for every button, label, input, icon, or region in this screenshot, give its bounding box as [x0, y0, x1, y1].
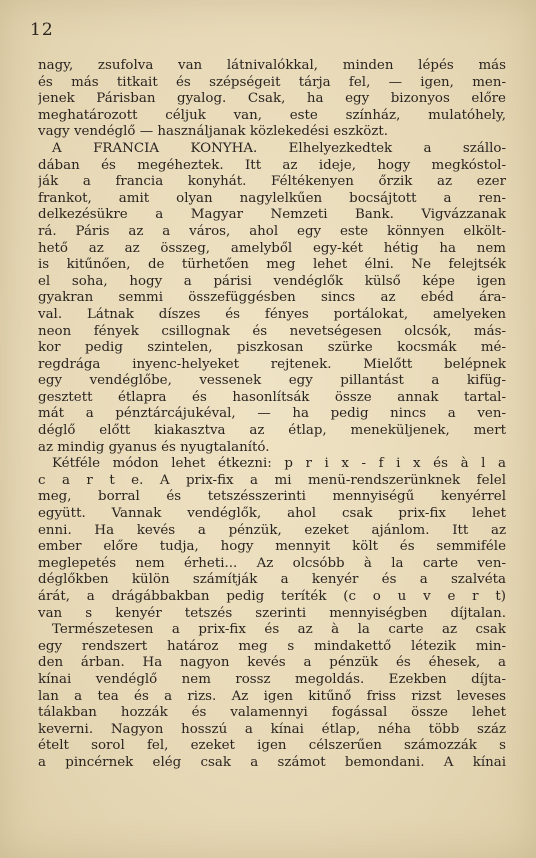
text-line: meg, borral és tetszésszerinti mennyiségű kenyérrel: [38, 489, 506, 505]
text-line: kínai vendéglő nem rossz megoldás. Ezekben díjta-: [38, 671, 506, 687]
text-line: dában és megéheztek. Itt az ideje, hogy megkóstol-: [38, 157, 506, 173]
text-line: kor pedig szintelen, piszkosan szürke kocsmák mé-: [38, 340, 506, 356]
text-line: mát a pénztárcájukéval, — ha pedig nincs a ven-: [38, 406, 506, 422]
text-line: den árban. Ha nagyon kevés a pénzük és éhesek, a: [38, 655, 506, 671]
text-line: frankot, amit olyan nagylelkűen bocsájtott a ren-: [38, 190, 506, 206]
text-line: val. Látnak díszes és fényes portálokat, amelyeken: [38, 306, 506, 322]
text-line: el soha, hogy a párisi vendéglők külső képe igen: [38, 273, 506, 289]
text-line: vagy vendéglő — használjanak közlekedési eszközt.: [38, 124, 389, 140]
text-line: Természetesen a prix-fix és az à la carte az csak: [52, 622, 506, 638]
text-line: meglepetés nem érheti... Az olcsóbb à la carte ven-: [38, 555, 506, 571]
text-line: van s kenyér tetszés szerinti mennyiségben díjtalan.: [38, 605, 506, 621]
text-line: hető az az összeg, amelyből egy-két hétig ha nem: [38, 240, 506, 256]
text-line: déglőkben külön számítják a kenyér és a szalvéta: [38, 572, 506, 588]
text-line: delkezésükre a Magyar Nemzeti Bank. Vigvázzanak: [38, 207, 506, 223]
text-line: ételt sorol fel, ezeket igen célszerűen számozzák s: [38, 738, 506, 754]
text-line: árát, a drágábbakban pedig teríték (c o u v e r t): [38, 589, 506, 604]
text-line: az mindig gyanus és nyugtalanító.: [38, 439, 270, 455]
text-line: egy vendéglőbe, vessenek egy pillantást a kifüg-: [38, 373, 506, 389]
text-line: Kétféle módon lehet étkezni: p r i x - f i x és à l a: [52, 456, 506, 472]
text-line: c a r t e. A prix-fix a mi menü-rendszerünknek felel: [38, 472, 506, 488]
body-text: [38, 58, 506, 772]
page-number: 12: [30, 20, 54, 40]
text-line: déglő előtt kiakasztva az étlap, meneküljenek, mert: [38, 423, 506, 439]
text-line: ják a francia konyhát. Féltékenyen őrzik az ezer: [38, 174, 506, 190]
text-line: keverni. Nagyon hosszú a kínai étlap, néha több száz: [38, 721, 506, 737]
text-line: neon fények csillognak és nevetségesen olcsók, más-: [38, 323, 506, 339]
text-line: együtt. Vannak vendéglők, ahol csak prix-fix lehet: [38, 506, 506, 522]
text-line: és más titkait és szépségeit tárja fel, — igen, men-: [38, 74, 506, 90]
text-line: regdrága inyenc-helyeket rejtenek. Mielőtt belépnek: [38, 356, 506, 372]
text-line: gyakran semmi összefüggésben sincs az ebéd ára-: [38, 290, 506, 306]
text-line: ember előre tudja, hogy mennyit költ és semmiféle: [38, 539, 506, 555]
text-line: lan a tea és a rizs. Az igen kitűnő friss rizst leveses: [38, 688, 506, 704]
text-line: A FRANCIA KONYHA. Elhelyezkedtek a szállo-: [52, 140, 506, 156]
text-line: egy rendszert határoz meg s mindakettő létezik min-: [38, 638, 506, 654]
text-line: meghatározott céljuk van, este színház, mulatóhely,: [38, 107, 506, 123]
text-line: jenek Párisban gyalog. Csak, ha egy bizonyos előre: [38, 91, 506, 107]
text-line: rá. Páris az a város, ahol egy este könnyen elkölt-: [38, 223, 506, 239]
text-line: tálakban hozzák és valamennyi fogással össze lehet: [38, 705, 506, 721]
text-line: is kitűnően, de türhetően meg lehet élni. Ne felejtsék: [38, 257, 506, 273]
text-line: a pincérnek elég csak a számot bemondani. A kínai: [38, 754, 506, 770]
text-line: nagy, zsufolva van látnivalókkal, minden lépés más: [38, 58, 506, 73]
text-line: gesztett étlapra és hasonlítsák össze annak tartal-: [38, 389, 506, 405]
text-line: enni. Ha kevés a pénzük, ezeket ajánlom. Itt az: [38, 522, 506, 538]
